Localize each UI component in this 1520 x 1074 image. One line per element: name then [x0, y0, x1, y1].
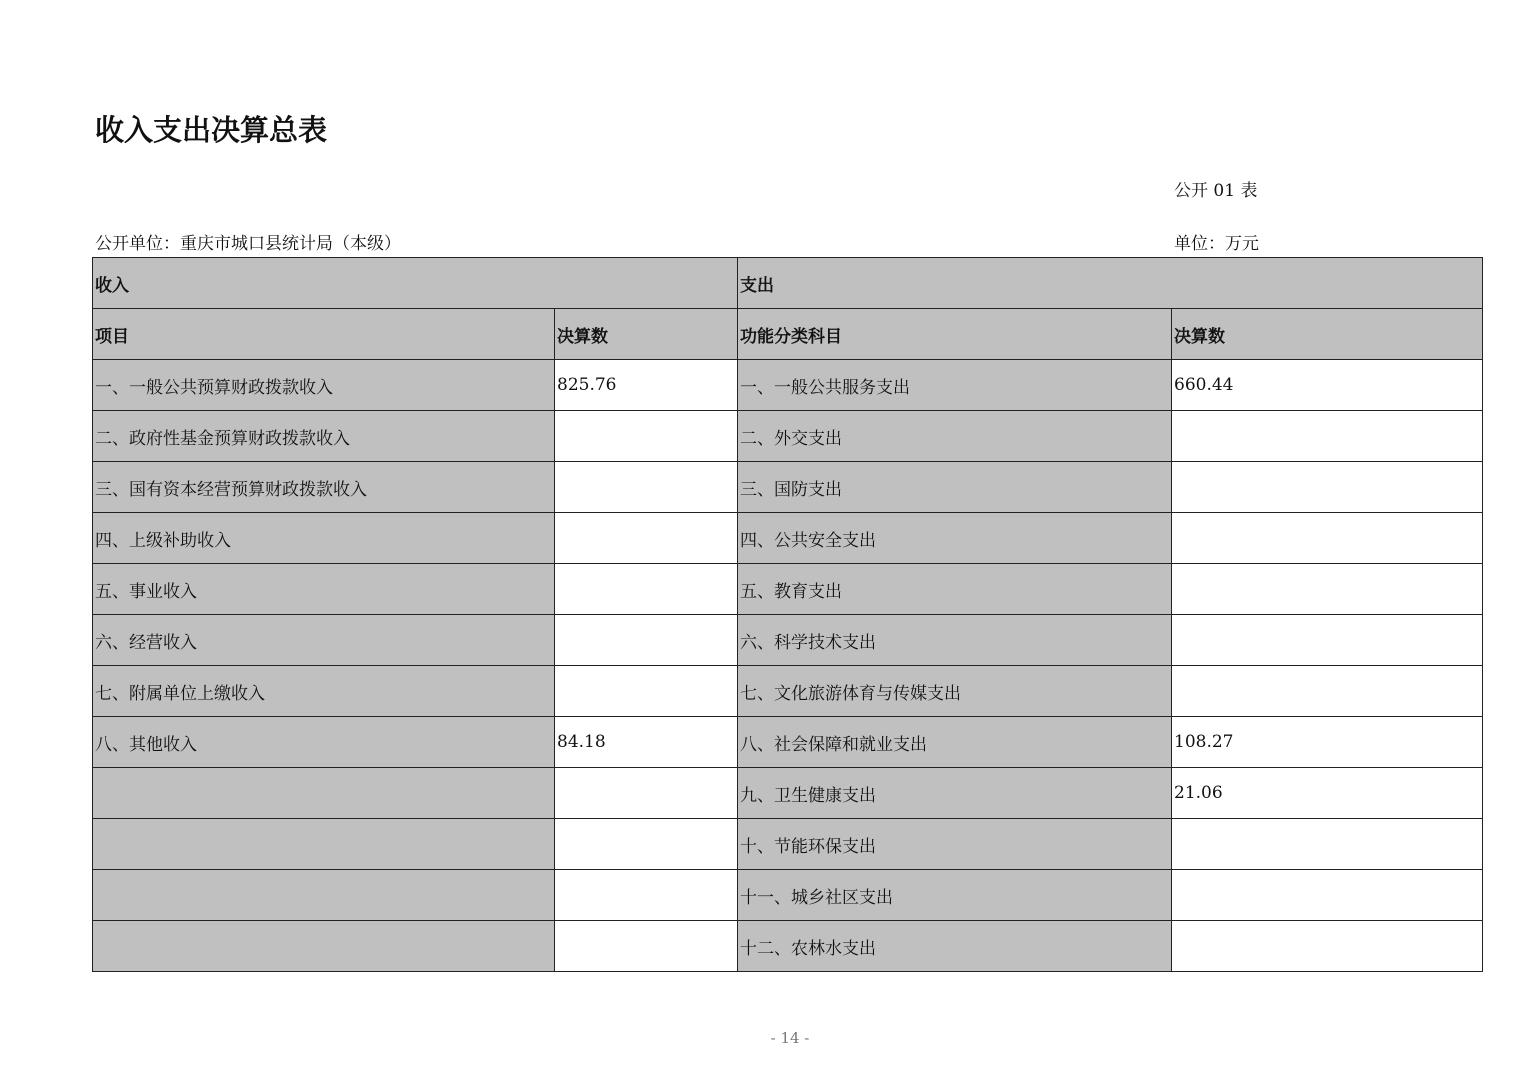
- table-row: [93, 462, 1483, 513]
- currency-unit: 单位：万元: [1174, 234, 1259, 254]
- income-section-header: 收入: [93, 258, 738, 309]
- income-item-cell: 八、其他收入: [93, 717, 555, 768]
- income-amount-header: 决算数: [555, 309, 738, 360]
- income-item-cell: 三、国有资本经营预算财政拨款收入: [93, 462, 555, 513]
- table-row: [93, 717, 1483, 768]
- income-amount-cell: 825.76: [555, 360, 738, 411]
- expense-amount-cell: 21.06: [1172, 768, 1483, 819]
- income-item-cell: [93, 768, 555, 819]
- income-item-cell: 五、事业收入: [93, 564, 555, 615]
- expense-item-cell: 二、外交支出: [738, 411, 1172, 462]
- table-row: [93, 921, 1483, 972]
- table-row: [93, 360, 1483, 411]
- section-header-row: [93, 258, 1483, 309]
- page-number: - 14 -: [770, 1029, 810, 1047]
- table-row: [93, 513, 1483, 564]
- expense-section-header: 支出: [738, 258, 1483, 309]
- expense-item-header: 功能分类科目: [738, 309, 1172, 360]
- income-expense-table: [92, 257, 1483, 972]
- expense-amount-cell: [1172, 513, 1483, 564]
- table-row: [93, 666, 1483, 717]
- expense-amount-cell: [1172, 462, 1483, 513]
- table-row: [93, 870, 1483, 921]
- column-header-row: [93, 309, 1483, 360]
- income-item-cell: [93, 819, 555, 870]
- expense-item-cell: 八、社会保障和就业支出: [738, 717, 1172, 768]
- expense-amount-cell: 108.27: [1172, 717, 1483, 768]
- expense-amount-cell: [1172, 819, 1483, 870]
- expense-amount-cell: [1172, 666, 1483, 717]
- expense-item-cell: 六、科学技术支出: [738, 615, 1172, 666]
- income-item-cell: [93, 870, 555, 921]
- table-row: [93, 615, 1483, 666]
- income-amount-cell: [555, 411, 738, 462]
- income-amount-cell: 84.18: [555, 717, 738, 768]
- expense-amount-header: 决算数: [1172, 309, 1483, 360]
- table-row: [93, 768, 1483, 819]
- table-row: [93, 564, 1483, 615]
- income-item-cell: 七、附属单位上缴收入: [93, 666, 555, 717]
- expense-amount-cell: [1172, 615, 1483, 666]
- expense-amount-cell: [1172, 564, 1483, 615]
- expense-item-cell: 九、卫生健康支出: [738, 768, 1172, 819]
- expense-amount-cell: [1172, 921, 1483, 972]
- expense-item-cell: 十二、农林水支出: [738, 921, 1172, 972]
- income-item-cell: 四、上级补助收入: [93, 513, 555, 564]
- table-row: [93, 819, 1483, 870]
- income-item-cell: [93, 921, 555, 972]
- income-item-cell: 二、政府性基金预算财政拨款收入: [93, 411, 555, 462]
- income-item-cell: 一、一般公共预算财政拨款收入: [93, 360, 555, 411]
- table-code: 公开 01 表: [1174, 181, 1258, 201]
- expense-item-cell: 七、文化旅游体育与传媒支出: [738, 666, 1172, 717]
- expense-amount-cell: [1172, 870, 1483, 921]
- expense-item-cell: 一、一般公共服务支出: [738, 360, 1172, 411]
- expense-item-cell: 四、公共安全支出: [738, 513, 1172, 564]
- income-amount-cell: [555, 615, 738, 666]
- expense-amount-cell: 660.44: [1172, 360, 1483, 411]
- income-amount-cell: [555, 819, 738, 870]
- table-row: [93, 411, 1483, 462]
- income-amount-cell: [555, 870, 738, 921]
- expense-amount-cell: [1172, 411, 1483, 462]
- expense-item-cell: 三、国防支出: [738, 462, 1172, 513]
- expense-item-cell: 五、教育支出: [738, 564, 1172, 615]
- reporting-unit: 公开单位：重庆市城口县统计局（本级）: [95, 234, 401, 254]
- income-amount-cell: [555, 921, 738, 972]
- page-title: 收入支出决算总表: [95, 113, 328, 147]
- income-amount-cell: [555, 768, 738, 819]
- income-item-header: 项目: [93, 309, 555, 360]
- income-amount-cell: [555, 564, 738, 615]
- income-amount-cell: [555, 666, 738, 717]
- expense-item-cell: 十、节能环保支出: [738, 819, 1172, 870]
- income-amount-cell: [555, 462, 738, 513]
- income-item-cell: 六、经营收入: [93, 615, 555, 666]
- income-amount-cell: [555, 513, 738, 564]
- expense-item-cell: 十一、城乡社区支出: [738, 870, 1172, 921]
